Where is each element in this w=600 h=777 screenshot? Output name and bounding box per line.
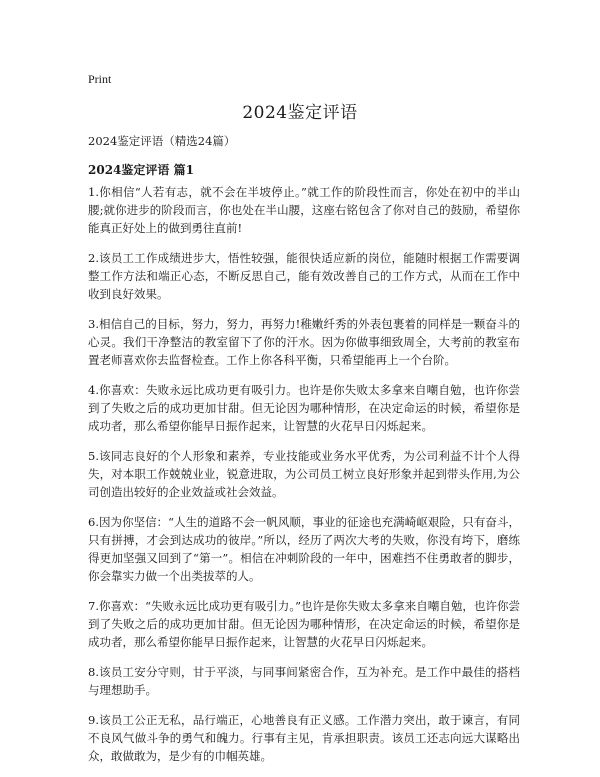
paragraph-6: 6.因为你坚信：“人生的道路不会一帆风顺，事业的征途也充满崎岖艰险，只有奋斗，只有拼搏，才会到达成功的彼岸。”所以，经历了两次大考的失败，你没有垮下，磨练得更加坚强又回到了“第一”。相信在冲刺阶段的一年中，困难挡不住勇敢者的脚步，你会靠实力做一个出类拔萃的人。 bbox=[88, 515, 520, 583]
paragraph-2: 2.该员工工作成绩进步大，悟性较强，能很快适应新的岗位，能随时根据工作需要调整工作方法和端正心态，不断反思自己，能有效改善自己的工作方式，从而在工作中收到良好效果。 bbox=[88, 251, 520, 301]
paragraph-9: 9.该员工公正无私，品行端正，心地善良有正义感。工作潜力突出，敢于谏言，有同不良风气做斗争的勇气和魄力。行事有主见，肯承担职责。该员工还志向远大谋略出众，敢做敢为，是少有的巾帼英雄。 bbox=[88, 713, 520, 763]
paragraph-8: 8.该员工安分守则，甘于平淡，与同事间紧密合作，互为补充。是工作中最佳的搭档与理想助手。 bbox=[88, 665, 520, 697]
document-body bbox=[88, 183, 520, 777]
print-link[interactable]: Print bbox=[88, 72, 112, 86]
document-title: 2024鉴定评语 bbox=[242, 103, 358, 123]
paragraph-1: 1.你相信“人若有志，就不会在半坡停止。”就工作的阶段性而言，你处在初中的半山腰;就你进步的阶段而言，你也处在半山腰，这座右铭包含了你对自己的鼓励，希望你能真正好处上的做到勇往直前! bbox=[88, 185, 520, 235]
paragraph-4: 4.你喜欢：失败永远比成功更有吸引力。也许是你失败太多拿来自嘲自勉，也许你尝到了失败之后的成功更加甘甜。但无论因为哪种情形，在决定命运的时候，希望你是成功者，那么希望你能早日振作起来，让智慧的火花早日闪烁起来。 bbox=[88, 383, 520, 433]
paragraph-3: 3.相信自己的目标，努力，努力，再努力!稚嫩纤秀的外表包裹着的同样是一颗奋斗的心灵。我们干净整洁的教室留下了你的汗水。因为你做事细致周全，大考前的教室布置老师喜欢你去监督检查。工作上你各科平衡，只希望能再上一个台阶。 bbox=[88, 317, 520, 367]
document-subtitle: 2024鉴定评语（精选24篇） bbox=[88, 134, 236, 148]
paragraph-7: 7.你喜欢：“失败永远比成功更有吸引力。”也许是你失败太多拿来自嘲自勉，也许你尝到了失败之后的成功更加甘甜。但无论因为哪种情形，在决定命运的时候，希望你是成功者，那么希望你能早日振作起来，让智慧的火花早日闪烁起来。 bbox=[88, 599, 520, 649]
section-heading: 2024鉴定评语 篇1 bbox=[88, 163, 194, 177]
paragraph-5: 5.该同志良好的个人形象和素养，专业技能或业务水平优秀，为公司利益不计个人得失，对本职工作兢兢业业，锐意进取，为公司员工树立良好形象并起到带头作用,为公司创造出较好的企业效益或社会效益。 bbox=[88, 449, 520, 499]
